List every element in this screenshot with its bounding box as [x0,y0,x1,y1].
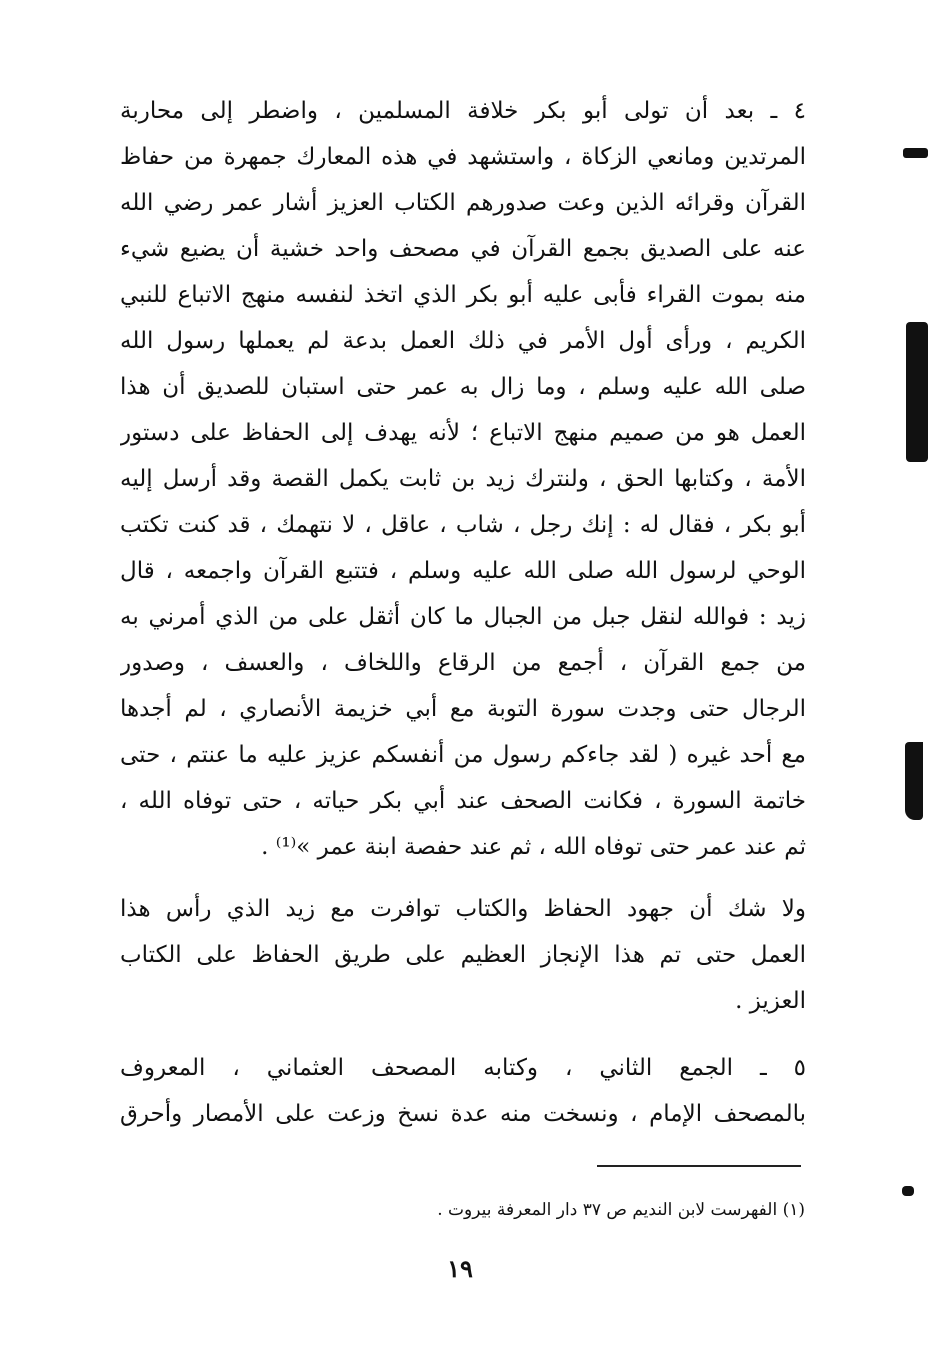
paragraph-5 [120,1045,806,1137]
text-line: الرجال حتى وجدت سورة التوبة مع أبي خزيمة الأنصاري ، لم أجدها [120,696,806,722]
text-line: صلى الله عليه وسلم ، وما زال به عمر حتى استبان للصديق أن هذا [120,374,806,400]
text-line: من جمع القرآن ، أجمع من الرقاع واللخاف ، والعسف ، وصدور [120,650,806,676]
footnote: (١) الفهرست لابن النديم ص ٣٧ دار المعرفة بيروت . [437,1200,805,1220]
text-line: أبو بكر ، فقال له : إنك رجل ، شاب ، عاقل ، لا نتهمك ، قد كنت تكتب [120,512,806,538]
text-line: الكريم ، ورأى أول الأمر في ذلك العمل بدعة لم يعملها رسول الله [120,328,806,354]
text-line: ٥ ـ الجمع الثاني ، وكتابه المصحف العثماني ، المعروف [120,1055,806,1081]
text-line: ٤ ـ بعد أن تولى أبو بكر خلافة المسلمين ، واضطر إلى محاربة [120,98,806,124]
text-line: زيد : فوالله لنقل جبل من الجبال ما كان أثقل على من الذي أمرني به [120,604,806,630]
text-line: عنه على الصديق بجمع القرآن في مصحف واحد خشية أن يضيع شيء [120,236,806,262]
text-line: المرتدين ومانعي الزكاة ، واستشهد في هذه المعارك جمهرة من حفاظ [120,144,806,170]
text-line: الوحي لرسول الله صلى الله عليه وسلم ، فتتبع القرآن واجمعه ، قال [120,558,806,584]
text-line: منه بموت القراء فأبى عليه أبو بكر الذي اتخذ لنفسه منهج الاتباع للنبي [120,282,806,308]
text-line: ثم عند عمر حتى توفاه الله ، ثم عند حفصة ابنة عمر »⁽¹⁾ . [261,834,806,860]
text-line: بالمصحف الإمام ، ونسخت منه عدة نسخ وزعت على الأمصار وأحرق [120,1101,806,1127]
text-line: القرآن وقرائه الذين وعت صدورهم الكتاب العزيز أشار عمر رضي الله [120,190,806,216]
footnote-divider [597,1165,801,1167]
paragraph-4 [120,88,806,870]
text-line: العمل حتى تم هذا الإنجاز العظيم على طريق الحفاظ على الكتاب [120,942,806,968]
text-line: العمل هو من صميم منهج الاتباع ؛ لأنه يهدف إلى الحفاظ على دستور [120,420,806,446]
scan-artifact [906,322,928,462]
text-line: ولا شك أن جهود الحفاظ والكتاب توافرت مع زيد الذي رأس هذا [120,896,806,922]
text-line: خاتمة السورة ، فكانت الصحف عند أبي بكر حياته ، حتى توفاه الله ، [120,788,806,814]
text-line: الأمة ، وكتابها الحق ، ولنترك زيد بن ثابت يكمل القصة وقد أرسل إليه [120,466,806,492]
scan-artifact [902,1186,914,1196]
paragraph-conclusion [120,886,806,1024]
text-line: مع أحد غيره ( لقد جاءكم رسول من أنفسكم عزيز عليه ما عنتم ، حتى [120,742,806,768]
text-line: العزيز . [735,988,806,1014]
scan-artifact [905,742,923,820]
page-number: ١٩ [447,1254,473,1283]
scan-artifact [903,148,928,158]
